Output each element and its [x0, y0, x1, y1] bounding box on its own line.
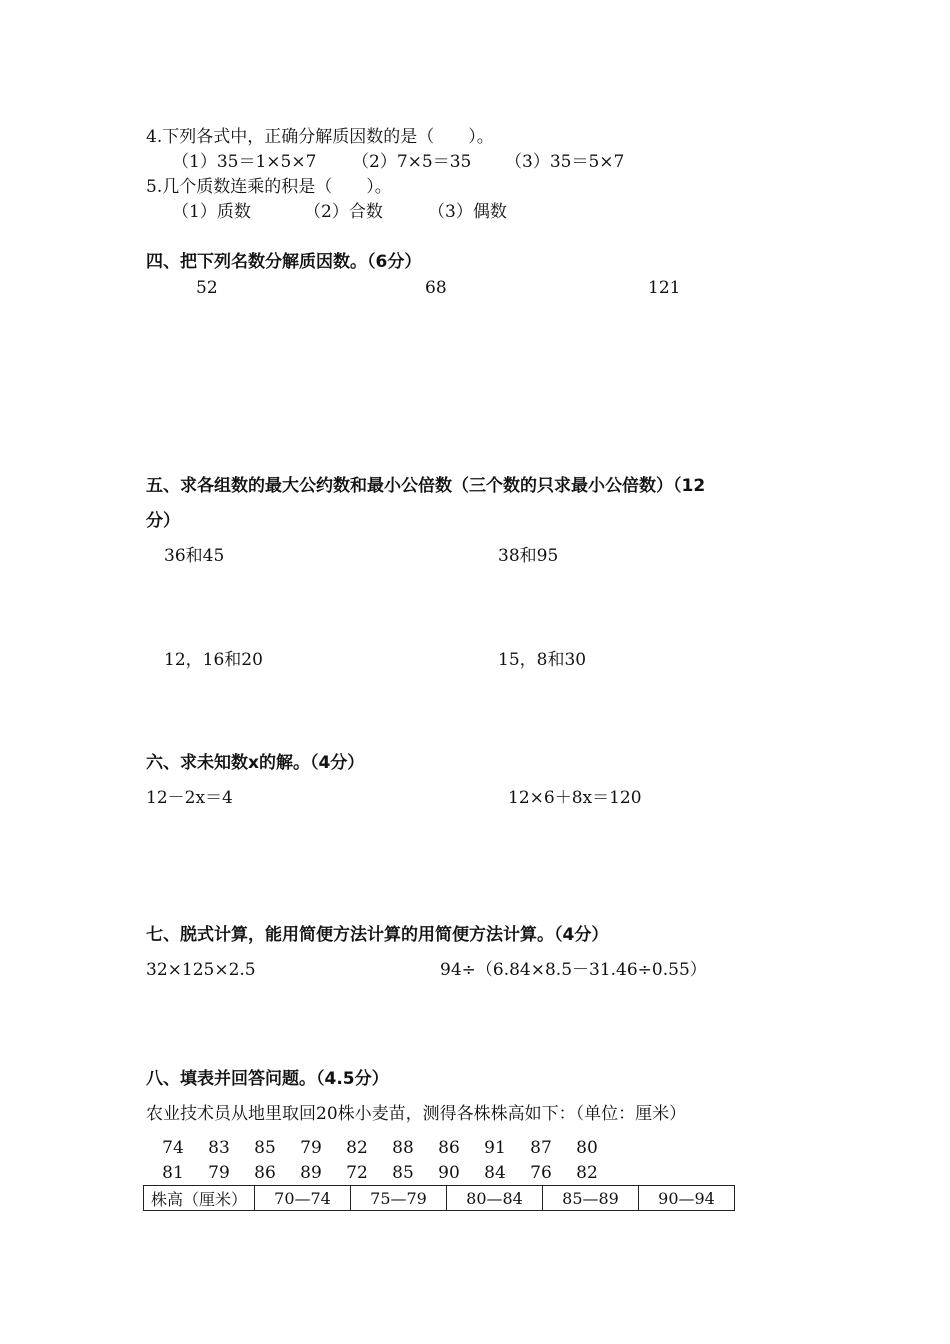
section-7-title: 七、脱式计算，能用简便方法计算的用简便方法计算。（4分）	[146, 925, 609, 945]
data-value: 74	[162, 1138, 184, 1158]
data-value: 85	[392, 1163, 414, 1183]
table-row	[144, 1186, 735, 1211]
sec5-item-2: 38和95	[498, 546, 559, 566]
table-header-cell: 75—79	[351, 1186, 447, 1211]
data-value: 85	[254, 1138, 276, 1158]
data-value: 81	[162, 1163, 184, 1183]
data-value: 84	[484, 1163, 506, 1183]
q5-option-1: （1）质数	[172, 202, 251, 222]
data-value: 87	[530, 1138, 552, 1158]
section-5-title: 五、求各组数的最大公约数和最小公倍数（三个数的只求最小公倍数）（12	[146, 476, 706, 496]
q4-option-2: （2）7×5＝35	[352, 152, 472, 172]
sec5-item-4: 15，8和30	[498, 650, 587, 670]
sec8-description: 农业技术员从地里取回20株小麦苗，测得各株株高如下：（单位：厘米）	[146, 1104, 687, 1124]
table-header-cell: 70—74	[255, 1186, 351, 1211]
data-value: 88	[392, 1138, 414, 1158]
q4-stem: 4.下列各式中，正确分解质因数的是（ ）。	[146, 127, 494, 147]
section-8-title: 八、填表并回答问题。（4.5分）	[146, 1069, 389, 1089]
data-value: 82	[576, 1163, 598, 1183]
data-value: 83	[208, 1138, 230, 1158]
data-value: 86	[438, 1138, 460, 1158]
sec5-item-3: 12，16和20	[164, 650, 263, 670]
table-header-cell: 85—89	[543, 1186, 639, 1211]
data-row-2	[150, 1163, 640, 1183]
data-value: 89	[300, 1163, 322, 1183]
data-value: 91	[484, 1138, 506, 1158]
data-value: 90	[438, 1163, 460, 1183]
q4-option-1: （1）35＝1×5×7	[172, 152, 317, 172]
height-frequency-table	[143, 1185, 735, 1211]
sec5-item-1: 36和45	[164, 546, 225, 566]
q5-option-2: （2）合数	[304, 202, 383, 222]
sec4-item-3: 121	[648, 278, 681, 298]
sec7-item-1: 32×125×2.5	[146, 960, 256, 980]
q4-option-3: （3）35＝5×7	[505, 152, 625, 172]
sec4-item-1: 52	[196, 278, 218, 298]
table-header-cell: 株高（厘米）	[144, 1186, 255, 1211]
sec6-item-2: 12×6＋8x＝120	[508, 788, 642, 808]
data-value: 86	[254, 1163, 276, 1183]
data-value: 76	[530, 1163, 552, 1183]
q5-option-3: （3）偶数	[428, 202, 507, 222]
section-4-title: 四、把下列名数分解质因数。（6分）	[146, 252, 422, 272]
section-5-title-cont: 分）	[146, 511, 180, 531]
data-value: 79	[208, 1163, 230, 1183]
data-value: 82	[346, 1138, 368, 1158]
table-header-cell: 90—94	[639, 1186, 735, 1211]
sec4-item-2: 68	[425, 278, 447, 298]
table-header-cell: 80—84	[447, 1186, 543, 1211]
section-6-title: 六、求未知数x的解。（4分）	[146, 753, 365, 773]
data-value: 80	[576, 1138, 598, 1158]
sec7-item-2: 94÷（6.84×8.5－31.46÷0.55）	[440, 960, 707, 980]
data-row-1	[150, 1138, 640, 1158]
q5-stem: 5.几个质数连乘的积是（ ）。	[146, 177, 392, 197]
sec6-item-1: 12－2x＝4	[146, 788, 233, 808]
data-value: 72	[346, 1163, 368, 1183]
data-value: 79	[300, 1138, 322, 1158]
